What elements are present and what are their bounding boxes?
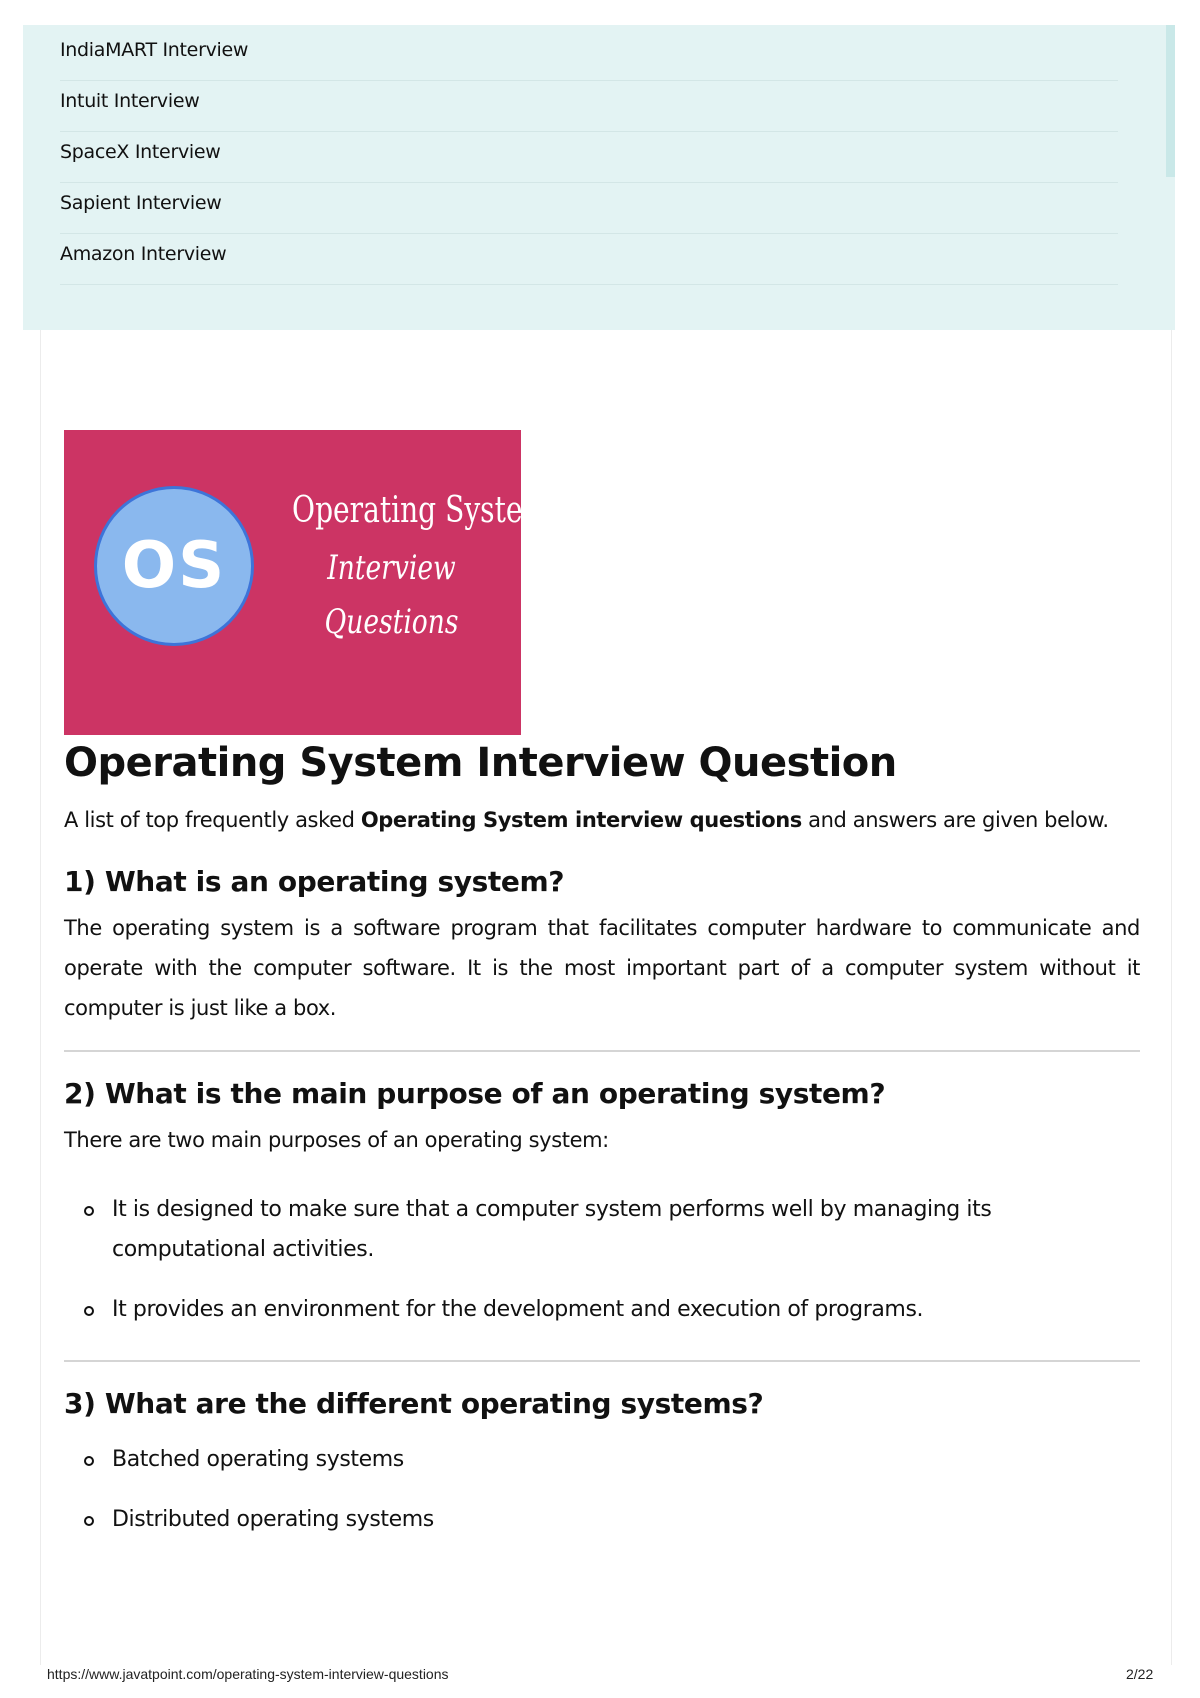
intro-paragraph	[64, 800, 1140, 840]
divider	[64, 1360, 1140, 1362]
sidebar-scrollbar[interactable]	[1166, 25, 1175, 177]
os-logo-text: OS	[121, 529, 227, 603]
question-2-list	[64, 1190, 1140, 1330]
divider	[64, 1050, 1140, 1052]
question-3-heading: 3) What are the different operating systems?	[64, 1387, 764, 1420]
intro-text-after: and answers are given below.	[801, 808, 1109, 832]
question-1-answer: The operating system is a software program that facilitates computer hardware to communicate and operate with the computer software. It is the most important part of a computer system without it computer is just like a box.	[64, 916, 1140, 1020]
footer-page-number: 2/22	[1126, 1666, 1154, 1682]
sidebar-item-intuit[interactable]: Intuit Interview	[60, 81, 1118, 132]
intro-text-before: A list of top frequently asked	[64, 808, 361, 832]
question-1-heading: 1) What is an operating system?	[64, 865, 565, 898]
sidebar-item-indiamart[interactable]: IndiaMART Interview	[60, 30, 1118, 81]
sidebar-item-sapient[interactable]: Sapient Interview	[60, 183, 1118, 234]
list-item: Batched operating systems	[64, 1440, 1140, 1480]
banner-subtitle-interview: Interview	[327, 548, 456, 588]
banner-title: Operating System	[292, 490, 550, 531]
sidebar-item-spacex[interactable]: SpaceX Interview	[60, 132, 1118, 183]
sidebar-list	[60, 30, 1118, 285]
question-2-heading: 2) What is the main purpose of an operating system?	[64, 1077, 886, 1110]
os-logo-circle	[94, 486, 254, 646]
list-item: It provides an environment for the development and execution of programs.	[64, 1290, 1140, 1330]
question-2-answer: There are two main purposes of an operating system:	[64, 1128, 609, 1152]
article-body	[64, 736, 1140, 1540]
list-item: Distributed operating systems	[64, 1500, 1140, 1540]
question-3-list	[64, 1440, 1140, 1540]
page-title: Operating System Interview Question	[64, 740, 897, 786]
sidebar-item-amazon[interactable]: Amazon Interview	[60, 234, 1118, 285]
banner-subtitle-questions: Questions	[324, 602, 459, 642]
os-banner-image	[64, 430, 550, 735]
intro-text-bold: Operating System interview questions	[360, 808, 802, 832]
list-item: It is designed to make sure that a computer system performs well by managing its computational activities.	[64, 1190, 1140, 1270]
footer-url: https://www.javatpoint.com/operating-system-interview-questions	[47, 1666, 449, 1682]
